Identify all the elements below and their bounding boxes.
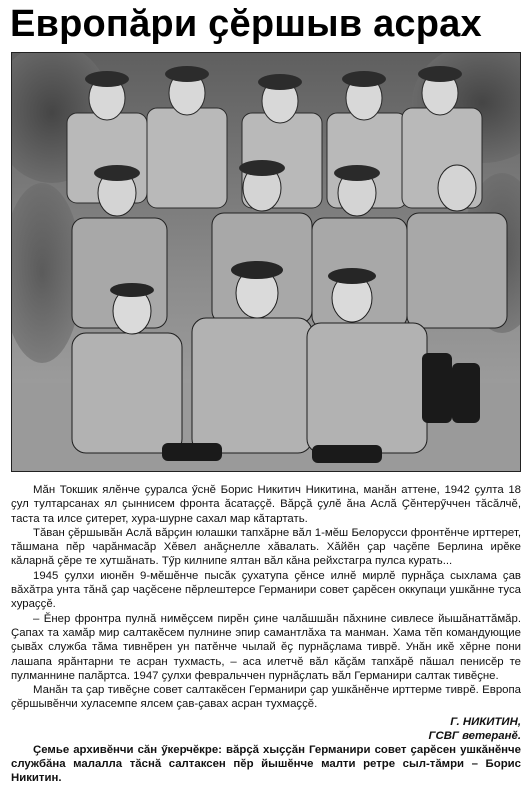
paragraph: 1945 ҫулхи июнӗн 9-мӗшӗнче пысӑк ҫухатупа ҫӗнсе илнӗ мирлӗ пурнӑҫа сыхлама ҫав вӑхӑтра унта тӑнӑ ҫар чаҫӗсене пӗрлештерсе Германири совет ҫарӗсен оккупаци ушкӑнне туса хураҫҫӗ. xyxy=(11,569,521,611)
author-role: ГСВГ ветеранӗ. xyxy=(428,729,521,742)
paragraph: – Ӗнер фронтра пулнӑ нимӗҫсем пирӗн ҫине чалӑшшӑн пӑхнине сивлесе йышӑнаттӑмӑр. Ҫапах та хамӑр мир салтакӗсем пулнине эпир самантлӑха та манман. Хама тӗп командующие ҫывӑх служба тӑма тивнӗрен ун патӗнче чылай ӗҫ пурнӑҫлама тиврӗ. Унӑн икӗ хӗрне пони лашапа ярӑнтарни те асран тухмасть, – аса илетчӗ вӑл кӑҫӑм тапхӑрӗ пӑшал пенисӗр те пулманнине палӑртса. 1947 ҫулхи февральччен пурнӑҫлать вӑл Германири салтак тивӗҫне. xyxy=(11,612,521,682)
author-signature xyxy=(11,715,521,743)
paragraph: Мӑн Токшик ялӗнче ҫуралса ӳснӗ Борис Никитич Никитина, манӑн аттене, 1942 ҫулта 18 ҫул тултарсанах ял ҫыннисем фронта ӑсатаҫҫӗ. Вӑрҫӑ ҫулӗ ӑна Аслӑ Ҫӗнтерӳччен тӑсӑлчӗ, таста та илсе ҫитерет, хура-шурне сахал мар кӑтартать. xyxy=(11,484,521,525)
paragraph: Тӑван ҫӗршывӑн Аслӑ вӑрҫин юлашки тапхӑрне вӑл 1-мӗш Белорусси фронтӗнче ирттерет, тӑшмана пӗр чарӑнмасӑр Хӗвел анӑҫнелле хӑвалать. Хӑйӗн ҫар чаҫӗпе Берлина ирӗке кӑларнӑ ҫӗре те хутшӑнать. Тӳр килнипе ялтан вӑл кӑна рейхстагра пулса курать... xyxy=(11,526,521,568)
paragraph: Манӑн та ҫар тивӗҫне совет салтакӗсен Германири ҫар ушкӑнӗнче ирттерме тиврӗ. Европа ҫӗршывӗнчи хуласемпе ялсем ҫав-ҫавах асран тухмаҫҫӗ. xyxy=(11,684,521,711)
article-body xyxy=(11,483,521,786)
article-title: Европӑри ҫӗршыв асрах xyxy=(10,3,482,45)
photo-caption: Ҫемье архивӗнчи сӑн ӳкерчӗкре: вӑрҫӑ хыҫҫӑн Германири совет ҫарӗсен ушкӑнӗнче службӑна малалла тӑснӑ салтаксен пӗр йышӗнче малти ретре сыл-тӑмри – Борис Никитин. xyxy=(11,743,521,785)
group-photo xyxy=(11,52,521,472)
author-name: Г. НИКИТИН, xyxy=(450,715,521,728)
